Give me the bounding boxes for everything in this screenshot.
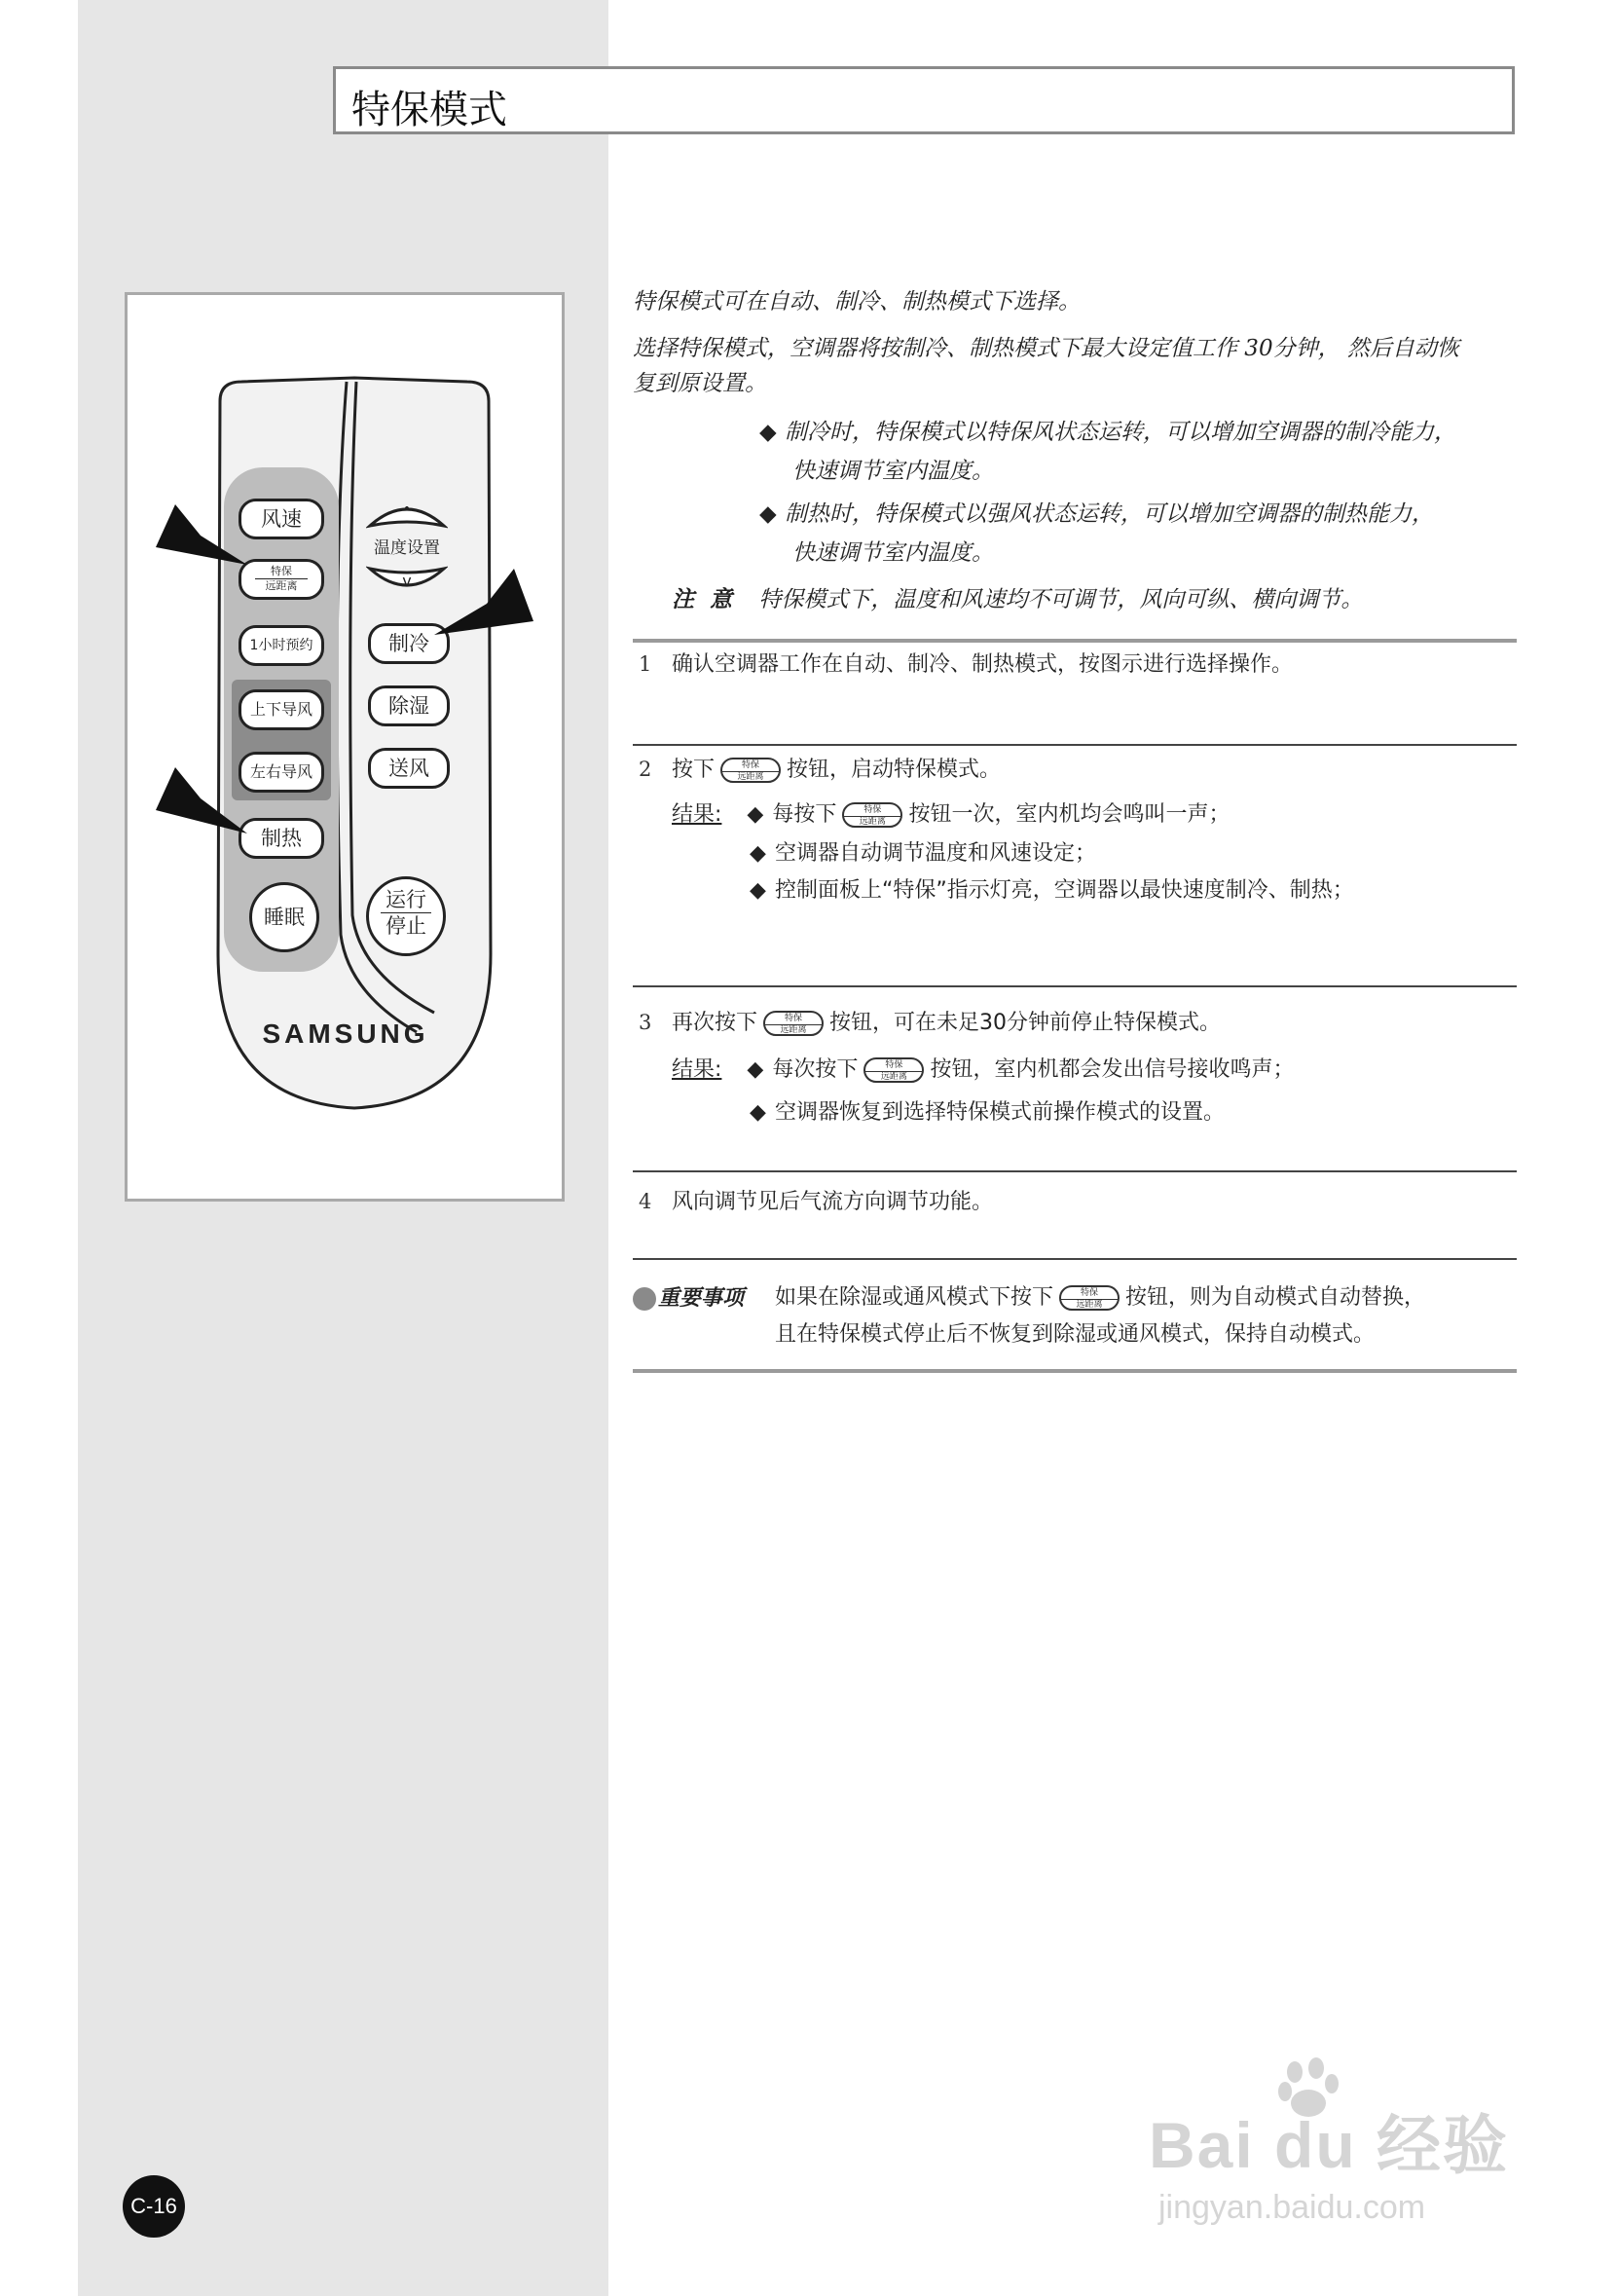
important-icon: [633, 1287, 656, 1311]
diamond-bullet-icon: ◆: [750, 1100, 766, 1125]
turbo-button-icon-bottom: 远距离: [865, 1071, 922, 1082]
step-3-r1-pre: 每次按下: [772, 1057, 859, 1082]
step-4-number: 4: [639, 1190, 652, 1213]
step-2-post: 按钮，启动特保模式。: [787, 758, 1002, 782]
step-3-number: 3: [639, 1011, 652, 1034]
remote-cool-button: 制冷: [368, 623, 450, 664]
important-label: 重要事项: [658, 1285, 745, 1311]
divider: [633, 1369, 1517, 1373]
important-line2: 且在特保模式停止后不恢复到除湿或通风模式，保持自动模式。: [775, 1322, 1376, 1347]
step-3-pre: 再次按下: [672, 1011, 758, 1035]
turbo-button-icon-top: 特保: [1081, 1288, 1099, 1298]
step-1-text: 确认空调器工作在自动、制冷、制热模式，按图示进行选择操作。: [672, 652, 1294, 677]
diamond-bullet-icon: ◆: [747, 1057, 764, 1082]
step-2-pre: 按下: [672, 758, 716, 782]
turbo-button-icon: [1059, 1285, 1120, 1311]
important-label-wrap: [633, 1283, 744, 1314]
important-l1-post: 按钮，则为自动模式自动替换，: [1125, 1285, 1426, 1310]
remote-fan-button: 送风: [368, 748, 450, 789]
step-2-result-2: [750, 839, 1096, 869]
intro-line2b: 复到原设置。: [633, 371, 767, 396]
important-l1-pre: 如果在除湿或通风模式下按下: [775, 1285, 1054, 1310]
turbo-button-icon-top: 特保: [863, 805, 882, 815]
step-2-r1-post: 按钮一次，室内机均会鸣叫一声；: [908, 802, 1230, 827]
title-box: [333, 66, 1515, 134]
step-3-r1-post: 按钮，室内机都会发出信号接收鸣声；: [930, 1057, 1295, 1082]
divider: [633, 1258, 1517, 1260]
remote-power-line1: 运行: [381, 887, 431, 913]
step-4-text: 风向调节见后气流方向调节功能。: [672, 1190, 994, 1214]
svg-text:^: ^: [400, 503, 414, 522]
remote-timer-button: 1小时预约: [239, 625, 324, 666]
important-line1: [775, 1283, 1425, 1313]
step-3-r2: 空调器恢复到选择特保模式前操作模式的设置。: [775, 1100, 1226, 1125]
step-3-instruction: [672, 1009, 1221, 1038]
turbo-button-icon-top: 特保: [742, 760, 760, 770]
remote-horizontal-swing-button: 左右导风: [239, 752, 324, 793]
pointer-arrow-cool-icon: [428, 565, 545, 652]
intro-bullet-2-line-a: 制热时，特保模式以强风状态运转，可以增加空调器的制热能力，: [785, 501, 1434, 527]
step-2-r2: 空调器自动调节温度和风速设定；: [775, 841, 1097, 866]
turbo-button-icon-bottom: 远距离: [844, 816, 900, 827]
svg-text:v: v: [402, 572, 412, 590]
note-label: 注 意: [672, 586, 737, 612]
remote-sleep-button: 睡眠: [249, 882, 319, 952]
remote-dry-button: 除湿: [368, 685, 450, 726]
turbo-button-icon-top: 特保: [885, 1060, 903, 1070]
page-title: 特保模式: [351, 88, 507, 132]
step-2-r1-pre: 每按下: [772, 802, 837, 827]
intro-bullet-1: [759, 417, 1456, 448]
step-2-instruction: [672, 756, 1001, 785]
pointer-arrow-heat-icon: [146, 759, 253, 837]
remote-power-line2: 停止: [386, 914, 426, 938]
remote-power-button: [366, 876, 446, 956]
turbo-button-icon-bottom: 远距离: [765, 1024, 822, 1035]
step-2-result-3: [750, 876, 1354, 906]
turbo-button-icon-top: 特保: [785, 1014, 803, 1023]
step-1-number: 1: [639, 652, 652, 676]
diamond-bullet-icon: ◆: [759, 420, 777, 445]
remote-heat-button: 制热: [239, 818, 324, 859]
watermark-logo: Bai du 经验: [1149, 2109, 1510, 2181]
diamond-bullet-icon: ◆: [750, 841, 766, 866]
intro-bullet-2: [759, 499, 1434, 530]
step-3-post: 按钮，可在未足30分钟前停止特保模式。: [829, 1011, 1222, 1035]
turbo-button-icon: [763, 1011, 824, 1036]
watermark-url: jingyan.baidu.com: [1158, 2189, 1426, 2226]
intro-bullet-2-line-b: 快速调节室内温度。: [792, 540, 994, 566]
remote-turbo-bottom-label: 远距离: [255, 578, 308, 593]
step-2-number: 2: [639, 758, 652, 781]
turbo-button-icon: [842, 802, 902, 828]
step-3-result-1: [672, 1055, 1294, 1085]
turbo-button-icon-bottom: 远距离: [1061, 1299, 1118, 1310]
note-text: 特保模式下，温度和风速均不可调节，风向可纵、横向调节。: [758, 587, 1364, 612]
remote-fan-speed-button: 风速: [239, 499, 324, 539]
intro-bullet-1-line-b: 快速调节室内温度。: [792, 459, 994, 484]
step-2-result-label: 结果:: [672, 802, 722, 827]
intro-line1: 特保模式可在自动、制冷、制热模式下选择。: [633, 289, 1081, 315]
step-2-result-1: [672, 800, 1230, 830]
turbo-button-icon-bottom: 远距离: [722, 771, 779, 782]
diamond-bullet-icon: ◆: [759, 501, 777, 527]
intro-line2a: 选择特保模式，空调器将按制冷、制热模式下最大设定值工作 30分钟， 然后自动恢: [633, 336, 1459, 361]
turbo-button-icon: [720, 758, 781, 783]
divider: [633, 1170, 1517, 1172]
note: [672, 584, 1363, 615]
remote-control-illustration: [125, 292, 565, 1202]
divider: [633, 985, 1517, 987]
turbo-button-icon: [863, 1057, 924, 1083]
remote-vertical-swing-button: 上下导风: [239, 689, 324, 730]
diamond-bullet-icon: ◆: [750, 878, 766, 903]
pointer-arrow-turbo-icon: [146, 497, 253, 574]
divider: [633, 744, 1517, 746]
remote-turbo-top-label: 特保: [271, 565, 292, 577]
step-2-r3: 控制面板上“特保”指示灯亮，空调器以最快速度制冷、制热；: [775, 878, 1354, 903]
intro-bullet-1-line-a: 制冷时，特保模式以特保风状态运转，可以增加空调器的制冷能力，: [785, 420, 1456, 445]
page-number: C-16: [123, 2175, 185, 2238]
step-3-result-2: [750, 1098, 1225, 1128]
remote-temp-label: 温度设置: [374, 538, 440, 558]
diamond-bullet-icon: ◆: [747, 802, 764, 827]
remote-brand-logo: SAMSUNG: [262, 1018, 429, 1049]
divider: [633, 639, 1517, 643]
step-3-result-label: 结果:: [672, 1057, 722, 1082]
